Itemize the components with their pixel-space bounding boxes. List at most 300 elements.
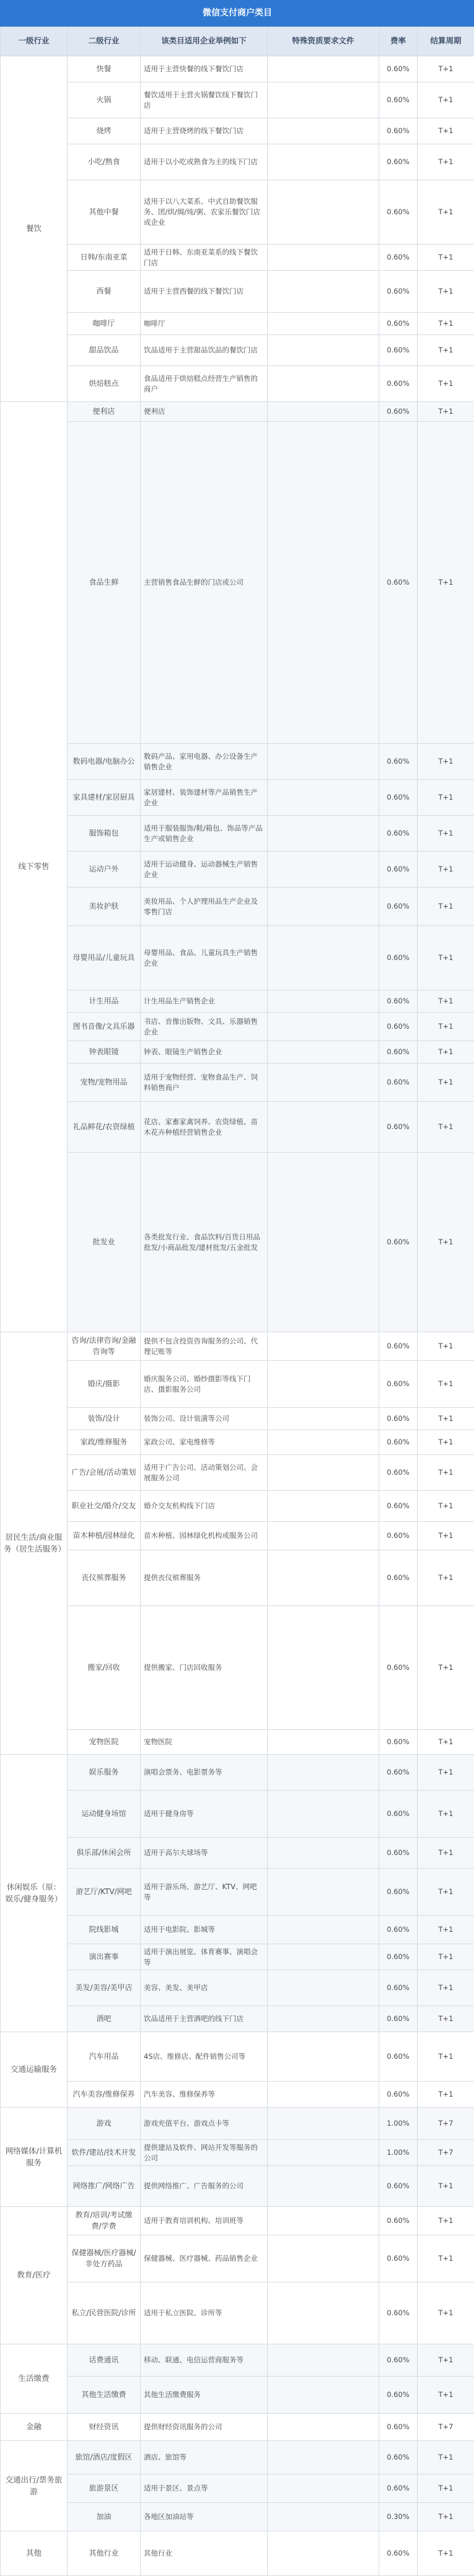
table-row xyxy=(1,744,474,780)
rate-cell: 0.60% xyxy=(379,366,418,402)
cycle-cell: T+1 xyxy=(418,1944,474,1970)
category2-cell: 广告/会展/活动策划 xyxy=(68,1455,141,1491)
rate-cell: 0.60% xyxy=(379,1408,418,1430)
rate-cell: 0.60% xyxy=(379,1838,418,1869)
rate-cell: 0.60% xyxy=(379,1041,418,1063)
cycle-cell: T+1 xyxy=(418,2207,474,2235)
category2-cell: 其他行业 xyxy=(68,2531,141,2576)
rate-cell: 0.60% xyxy=(379,2282,418,2344)
example-cell: 各类批发行业、食品饮料/百货日用品批发/小商品批发/建材批发/五金批发 xyxy=(141,1153,268,1332)
example-cell: 适用于游乐场、游艺厅、KTV、网吧等 xyxy=(141,1869,268,1916)
example-cell: 提供网络推广、广告服务的公司 xyxy=(141,2166,268,2207)
rate-cell: 0.60% xyxy=(379,56,418,82)
table-row xyxy=(1,422,474,744)
rate-cell: 0.60% xyxy=(379,2166,418,2207)
qualification-cell xyxy=(268,2082,379,2108)
table-row xyxy=(1,816,474,852)
qualification-cell xyxy=(268,402,379,422)
rate-cell: 0.60% xyxy=(379,82,418,118)
cycle-cell: T+1 xyxy=(418,1550,474,1606)
category1-cell: 其他 xyxy=(1,2531,68,2576)
cycle-cell: T+1 xyxy=(418,118,474,144)
example-cell: 便利店 xyxy=(141,402,268,422)
category2-cell: 宠物医院 xyxy=(68,1730,141,1755)
table-row xyxy=(1,144,474,180)
category2-cell: 日韩/东南亚菜 xyxy=(68,245,141,271)
cycle-cell: T+1 xyxy=(418,926,474,990)
table-row xyxy=(1,1970,474,2006)
cycle-cell: T+1 xyxy=(418,1153,474,1332)
rate-cell: 0.60% xyxy=(379,2377,418,2414)
category2-cell: 火锅 xyxy=(68,82,141,118)
table-row xyxy=(1,2282,474,2344)
rate-cell: 0.60% xyxy=(379,1606,418,1730)
example-cell: 适用于日韩、东南亚菜系的线下餐饮门店 xyxy=(141,245,268,271)
qualification-cell xyxy=(268,245,379,271)
rate-cell: 0.60% xyxy=(379,1550,418,1606)
example-cell: 食品适用于烘焙糕点经营生产销售的商户 xyxy=(141,366,268,402)
rate-cell: 0.60% xyxy=(379,245,418,271)
example-cell: 婚介交友机构线下门店 xyxy=(141,1491,268,1522)
table-row xyxy=(1,2474,474,2503)
category2-cell: 职业社交/婚介/交友 xyxy=(68,1491,141,1522)
table-row xyxy=(1,2082,474,2108)
category2-cell: 批发业 xyxy=(68,1153,141,1332)
qualification-cell xyxy=(268,1041,379,1063)
table-row xyxy=(1,402,474,422)
column-header-rate: 费率 xyxy=(379,27,418,56)
qualification-cell xyxy=(268,926,379,990)
cycle-cell: T+7 xyxy=(418,2414,474,2441)
table-row xyxy=(1,1755,474,1791)
category2-cell: 私立/民营医院/诊所 xyxy=(68,2282,141,2344)
cycle-cell: T+1 xyxy=(418,1491,474,1522)
example-cell: 汽车美容、维修保养等 xyxy=(141,2082,268,2108)
qualification-cell xyxy=(268,2344,379,2377)
example-cell: 保健器械、医疗器械、药品销售企业 xyxy=(141,2235,268,2282)
qualification-cell xyxy=(268,1361,379,1408)
rate-cell: 0.60% xyxy=(379,144,418,180)
category1-cell: 餐饮 xyxy=(1,56,68,402)
qualification-cell xyxy=(268,1838,379,1869)
rate-cell: 0.60% xyxy=(379,926,418,990)
example-cell: 饮品适用于主营酒吧的线下门店 xyxy=(141,2006,268,2032)
category1-cell: 交通运输服务 xyxy=(1,2032,68,2108)
qualification-cell xyxy=(268,1755,379,1791)
cycle-cell: T+1 xyxy=(418,1361,474,1408)
table-title: 微信支付商户类目 xyxy=(1,1,474,27)
category2-cell: 数码电器/电脑办公 xyxy=(68,744,141,780)
rate-cell: 0.60% xyxy=(379,402,418,422)
example-cell: 美容、美发、美甲店 xyxy=(141,1970,268,2006)
example-cell: 提供丧仪殡葬服务 xyxy=(141,1550,268,1606)
qualification-cell xyxy=(268,1430,379,1455)
category1-cell: 休闲娱乐（原：娱乐/健身服务） xyxy=(1,1755,68,2032)
table-row xyxy=(1,1944,474,1970)
cycle-cell: T+1 xyxy=(418,2377,474,2414)
example-cell: 苗木种植、园林绿化机构或服务公司 xyxy=(141,1522,268,1550)
qualification-cell xyxy=(268,2108,379,2140)
cycle-cell: T+1 xyxy=(418,1041,474,1063)
example-cell: 装饰公司、设计装潢等公司 xyxy=(141,1408,268,1430)
example-cell: 提供搬家、门店回收服务 xyxy=(141,1606,268,1730)
table-row xyxy=(1,2006,474,2032)
rate-cell: 0.60% xyxy=(379,1522,418,1550)
cycle-cell: T+1 xyxy=(418,888,474,926)
rate-cell: 0.60% xyxy=(379,852,418,888)
rate-cell: 0.60% xyxy=(379,313,418,335)
qualification-cell xyxy=(268,1408,379,1430)
table-row xyxy=(1,118,474,144)
example-cell: 饮品适用于主营甜品饮品的餐饮门店 xyxy=(141,335,268,366)
cycle-cell: T+1 xyxy=(418,1522,474,1550)
example-cell: 数码产品、家用电器、办公设备生产销售企业 xyxy=(141,744,268,780)
example-cell: 花店、家畜家禽饲养、农资绿植、苗木花卉种植经营销售企业 xyxy=(141,1102,268,1153)
category2-cell: 美妆护肤 xyxy=(68,888,141,926)
qualification-cell xyxy=(268,2531,379,2576)
rate-cell: 1.00% xyxy=(379,2140,418,2166)
rate-cell: 0.60% xyxy=(379,1730,418,1755)
table-body xyxy=(1,56,474,2576)
example-cell: 其他生活缴费服务 xyxy=(141,2377,268,2414)
category2-cell: 软件/建站/技术开发 xyxy=(68,2140,141,2166)
rate-cell: 0.60% xyxy=(379,1916,418,1944)
table-row xyxy=(1,1063,474,1102)
qualification-cell xyxy=(268,990,379,1013)
qualification-cell xyxy=(268,816,379,852)
example-cell: 适用于主营快餐的线下餐饮门店 xyxy=(141,56,268,82)
rate-cell: 0.60% xyxy=(379,2082,418,2108)
cycle-cell: T+1 xyxy=(418,744,474,780)
category2-cell: 运动健身场馆 xyxy=(68,1791,141,1838)
cycle-cell: T+1 xyxy=(418,2474,474,2503)
qualification-cell xyxy=(268,422,379,744)
table-row xyxy=(1,1522,474,1550)
category2-cell: 咖啡厅 xyxy=(68,313,141,335)
cycle-cell: T+1 xyxy=(418,2344,474,2377)
qualification-cell xyxy=(268,780,379,816)
category2-cell: 话费通讯 xyxy=(68,2344,141,2377)
qualification-cell xyxy=(268,2441,379,2474)
qualification-cell xyxy=(268,2503,379,2531)
table-row xyxy=(1,1491,474,1522)
example-cell: 家政公司、家电维修等 xyxy=(141,1430,268,1455)
category2-cell: 苗木种植/园林绿化 xyxy=(68,1522,141,1550)
example-cell: 提供建站及软件、网站开发等服务的公司 xyxy=(141,2140,268,2166)
example-cell: 酒店、旅馆等 xyxy=(141,2441,268,2474)
cycle-cell: T+1 xyxy=(418,2032,474,2082)
cycle-cell: T+7 xyxy=(418,2140,474,2166)
rate-cell: 0.60% xyxy=(379,2006,418,2032)
cycle-cell: T+1 xyxy=(418,56,474,82)
example-cell: 提供财经资讯服务的公司 xyxy=(141,2414,268,2441)
qualification-cell xyxy=(268,1944,379,1970)
table-row xyxy=(1,1430,474,1455)
example-cell: 餐饮适用于主营火锅餐饮线下餐饮门店 xyxy=(141,82,268,118)
qualification-cell xyxy=(268,2207,379,2235)
example-cell: 4S店、维修店、配件销售公司等 xyxy=(141,2032,268,2082)
category2-cell: 俱乐部/休闲会所 xyxy=(68,1838,141,1869)
table-row xyxy=(1,56,474,82)
rate-cell: 0.60% xyxy=(379,990,418,1013)
table-row xyxy=(1,926,474,990)
cycle-cell: T+1 xyxy=(418,335,474,366)
category2-cell: 烘焙糕点 xyxy=(68,366,141,402)
rate-cell: 0.60% xyxy=(379,2474,418,2503)
cycle-cell: T+1 xyxy=(418,1970,474,2006)
cycle-cell: T+1 xyxy=(418,180,474,245)
cycle-cell: T+1 xyxy=(418,1730,474,1755)
cycle-cell: T+1 xyxy=(418,1455,474,1491)
qualification-cell xyxy=(268,2282,379,2344)
qualification-cell xyxy=(268,366,379,402)
table-row xyxy=(1,888,474,926)
cycle-cell: T+1 xyxy=(418,2441,474,2474)
cycle-cell: T+1 xyxy=(418,1755,474,1791)
rate-cell: 0.60% xyxy=(379,2235,418,2282)
table-row xyxy=(1,1455,474,1491)
table-row xyxy=(1,852,474,888)
cycle-cell: T+1 xyxy=(418,2006,474,2032)
table-row xyxy=(1,2377,474,2414)
qualification-cell xyxy=(268,2474,379,2503)
example-cell: 适用于私立医院、诊所等 xyxy=(141,2282,268,2344)
category2-cell: 游戏 xyxy=(68,2108,141,2140)
category2-cell: 甜品饮品 xyxy=(68,335,141,366)
rate-cell: 0.60% xyxy=(379,1491,418,1522)
category2-cell: 小吃/熟食 xyxy=(68,144,141,180)
category2-cell: 家政/维修服务 xyxy=(68,1430,141,1455)
table-row xyxy=(1,2414,474,2441)
qualification-cell xyxy=(268,1522,379,1550)
table-row xyxy=(1,1550,474,1606)
category2-cell: 服饰箱包 xyxy=(68,816,141,852)
example-cell: 主营销售食品生鲜的门店或公司 xyxy=(141,422,268,744)
rate-cell: 0.60% xyxy=(379,1430,418,1455)
category2-cell: 烧烤 xyxy=(68,118,141,144)
qualification-cell xyxy=(268,271,379,313)
table-row xyxy=(1,1730,474,1755)
table-row xyxy=(1,1869,474,1916)
cycle-cell: T+1 xyxy=(418,1791,474,1838)
cycle-cell: T+1 xyxy=(418,990,474,1013)
example-cell: 适用于宠物经营、宠物食品生产、饲料销售商户 xyxy=(141,1063,268,1102)
table-row xyxy=(1,180,474,245)
cycle-cell: T+1 xyxy=(418,1013,474,1041)
example-cell: 适用于电影院、影城等 xyxy=(141,1916,268,1944)
cycle-cell: T+1 xyxy=(418,2282,474,2344)
column-header-category1: 一级行业 xyxy=(1,27,68,56)
category2-cell: 其他生活缴费 xyxy=(68,2377,141,2414)
table-row xyxy=(1,1606,474,1730)
category2-cell: 网络推广/网络广告 xyxy=(68,2166,141,2207)
rate-cell: 0.60% xyxy=(379,780,418,816)
rate-cell: 0.60% xyxy=(379,2414,418,2441)
rate-cell: 1.00% xyxy=(379,2108,418,2140)
rate-cell: 0.60% xyxy=(379,2207,418,2235)
category2-cell: 家具建材/家居厨具 xyxy=(68,780,141,816)
rate-cell: 0.60% xyxy=(379,1755,418,1791)
category2-cell: 汽车用品 xyxy=(68,2032,141,2082)
qualification-cell xyxy=(268,2414,379,2441)
rate-cell: 0.60% xyxy=(379,1013,418,1041)
column-header-category2: 二级行业 xyxy=(68,27,141,56)
rate-cell: 0.60% xyxy=(379,118,418,144)
qualification-cell xyxy=(268,82,379,118)
category2-cell: 咨询/法律咨询/金融咨询等 xyxy=(68,1332,141,1361)
table-row xyxy=(1,2207,474,2235)
cycle-cell: T+1 xyxy=(418,1838,474,1869)
category2-cell: 加油 xyxy=(68,2503,141,2531)
category2-cell: 便利店 xyxy=(68,402,141,422)
cycle-cell: T+1 xyxy=(418,1916,474,1944)
table-row xyxy=(1,2108,474,2140)
rate-cell: 0.60% xyxy=(379,2032,418,2082)
category2-cell: 娱乐服务 xyxy=(68,1755,141,1791)
table-row xyxy=(1,1332,474,1361)
table-row xyxy=(1,271,474,313)
example-cell: 适用于运动健身、运动器械生产销售企业 xyxy=(141,852,268,888)
qualification-cell xyxy=(268,1606,379,1730)
example-cell: 婚庆服务公司、婚纱摄影等线下门店、摄影服务公司 xyxy=(141,1361,268,1408)
category1-cell: 交通出行/票务旅游 xyxy=(1,2441,68,2531)
table-row xyxy=(1,1361,474,1408)
category1-cell: 教育/医疗 xyxy=(1,2207,68,2344)
category2-cell: 搬家/回收 xyxy=(68,1606,141,1730)
example-cell: 移动、联通、电信运营商服务等 xyxy=(141,2344,268,2377)
category2-cell: 演出赛事 xyxy=(68,1944,141,1970)
example-cell: 其他行业 xyxy=(141,2531,268,2576)
category2-cell: 财经资讯 xyxy=(68,2414,141,2441)
table-row xyxy=(1,1838,474,1869)
example-cell: 适用于主营西餐的线下餐饮门店 xyxy=(141,271,268,313)
category1-cell: 生活缴费 xyxy=(1,2344,68,2414)
category2-cell: 美发/美容/美甲店 xyxy=(68,1970,141,2006)
category2-cell: 西餐 xyxy=(68,271,141,313)
rate-cell: 0.60% xyxy=(379,1970,418,2006)
qualification-cell xyxy=(268,56,379,82)
qualification-cell xyxy=(268,1869,379,1916)
rate-cell: 0.60% xyxy=(379,1102,418,1153)
table-row xyxy=(1,990,474,1013)
qualification-cell xyxy=(268,1550,379,1606)
table-row xyxy=(1,1791,474,1838)
cycle-cell: T+1 xyxy=(418,816,474,852)
cycle-cell: T+7 xyxy=(418,2108,474,2140)
cycle-cell: T+1 xyxy=(418,1606,474,1730)
table-row xyxy=(1,1013,474,1041)
cycle-cell: T+1 xyxy=(418,780,474,816)
category2-cell: 图书音像/文具乐器 xyxy=(68,1013,141,1041)
example-cell: 钟表、眼镜生产销售企业 xyxy=(141,1041,268,1063)
rate-cell: 0.30% xyxy=(379,2503,418,2531)
qualification-cell xyxy=(268,2140,379,2166)
column-header-qualification: 特殊资质要求文件 xyxy=(268,27,379,56)
example-cell: 适用于以小吃或熟食为主的线下门店 xyxy=(141,144,268,180)
qualification-cell xyxy=(268,1332,379,1361)
category2-cell: 旅游景区 xyxy=(68,2474,141,2503)
rate-cell: 0.60% xyxy=(379,271,418,313)
qualification-cell xyxy=(268,144,379,180)
qualification-cell xyxy=(268,180,379,245)
category1-cell: 金融 xyxy=(1,2414,68,2441)
rate-cell: 0.60% xyxy=(379,744,418,780)
example-cell: 书店、音像出版物、文具、乐器销售企业 xyxy=(141,1013,268,1041)
category2-cell: 钟表眼镜 xyxy=(68,1041,141,1063)
category2-cell: 保健器械/医疗器械/非处方药品 xyxy=(68,2235,141,2282)
category2-cell: 运动户外 xyxy=(68,852,141,888)
qualification-cell xyxy=(268,1970,379,2006)
category2-cell: 旅馆/酒店/度假区 xyxy=(68,2441,141,2474)
category2-cell: 教育/培训/考试缴费/学费 xyxy=(68,2207,141,2235)
qualification-cell xyxy=(268,2006,379,2032)
qualification-cell xyxy=(268,1455,379,1491)
cycle-cell: T+1 xyxy=(418,144,474,180)
category2-cell: 食品生鲜 xyxy=(68,422,141,744)
table-row xyxy=(1,366,474,402)
qualification-cell xyxy=(268,2166,379,2207)
table-row xyxy=(1,313,474,335)
cycle-cell: T+1 xyxy=(418,245,474,271)
qualification-cell xyxy=(268,888,379,926)
cycle-cell: T+1 xyxy=(418,1869,474,1916)
rate-cell: 0.60% xyxy=(379,888,418,926)
category1-cell: 居民生活/商业服务（居生活服务） xyxy=(1,1332,68,1755)
column-header-examples: 该类目适用企业举例如下 xyxy=(141,27,268,56)
rate-cell: 0.60% xyxy=(379,1944,418,1970)
example-cell: 宠物医院 xyxy=(141,1730,268,1755)
category2-cell: 母婴用品/儿童玩具 xyxy=(68,926,141,990)
cycle-cell: T+1 xyxy=(418,1063,474,1102)
example-cell: 咖啡厅 xyxy=(141,313,268,335)
qualification-cell xyxy=(268,1063,379,1102)
cycle-cell: T+1 xyxy=(418,1408,474,1430)
table-row xyxy=(1,2344,474,2377)
table-row xyxy=(1,2503,474,2531)
qualification-cell xyxy=(268,118,379,144)
category2-cell: 婚庆/摄影 xyxy=(68,1361,141,1408)
qualification-cell xyxy=(268,1491,379,1522)
qualification-cell xyxy=(268,2032,379,2082)
example-cell: 家居建材、装饰建材等产品销售生产企业 xyxy=(141,780,268,816)
qualification-cell xyxy=(268,1916,379,1944)
table-row xyxy=(1,780,474,816)
table-row xyxy=(1,2441,474,2474)
cycle-cell: T+1 xyxy=(418,402,474,422)
category2-cell: 礼品鲜花/农资绿植 xyxy=(68,1102,141,1153)
example-cell: 游戏充值平台、游戏点卡等 xyxy=(141,2108,268,2140)
example-cell: 适用于教育培训机构、培训班等 xyxy=(141,2207,268,2235)
qualification-cell xyxy=(268,1013,379,1041)
rate-cell: 0.60% xyxy=(379,816,418,852)
rate-cell: 0.60% xyxy=(379,1153,418,1332)
example-cell: 美妆用品、个人护理用品生产企业及零售门店 xyxy=(141,888,268,926)
table-row xyxy=(1,335,474,366)
table-row xyxy=(1,2166,474,2207)
cycle-cell: T+1 xyxy=(418,2531,474,2576)
rate-cell: 0.60% xyxy=(379,1455,418,1491)
category2-cell: 酒吧 xyxy=(68,2006,141,2032)
example-cell: 适用于主营烧烤的线下餐饮门店 xyxy=(141,118,268,144)
cycle-cell: T+1 xyxy=(418,2082,474,2108)
example-cell: 计生用品生产销售企业 xyxy=(141,990,268,1013)
cycle-cell: T+1 xyxy=(418,1102,474,1153)
cycle-cell: T+1 xyxy=(418,271,474,313)
rate-cell: 0.60% xyxy=(379,1361,418,1408)
qualification-cell xyxy=(268,313,379,335)
cycle-cell: T+1 xyxy=(418,2503,474,2531)
rate-cell: 0.60% xyxy=(379,335,418,366)
